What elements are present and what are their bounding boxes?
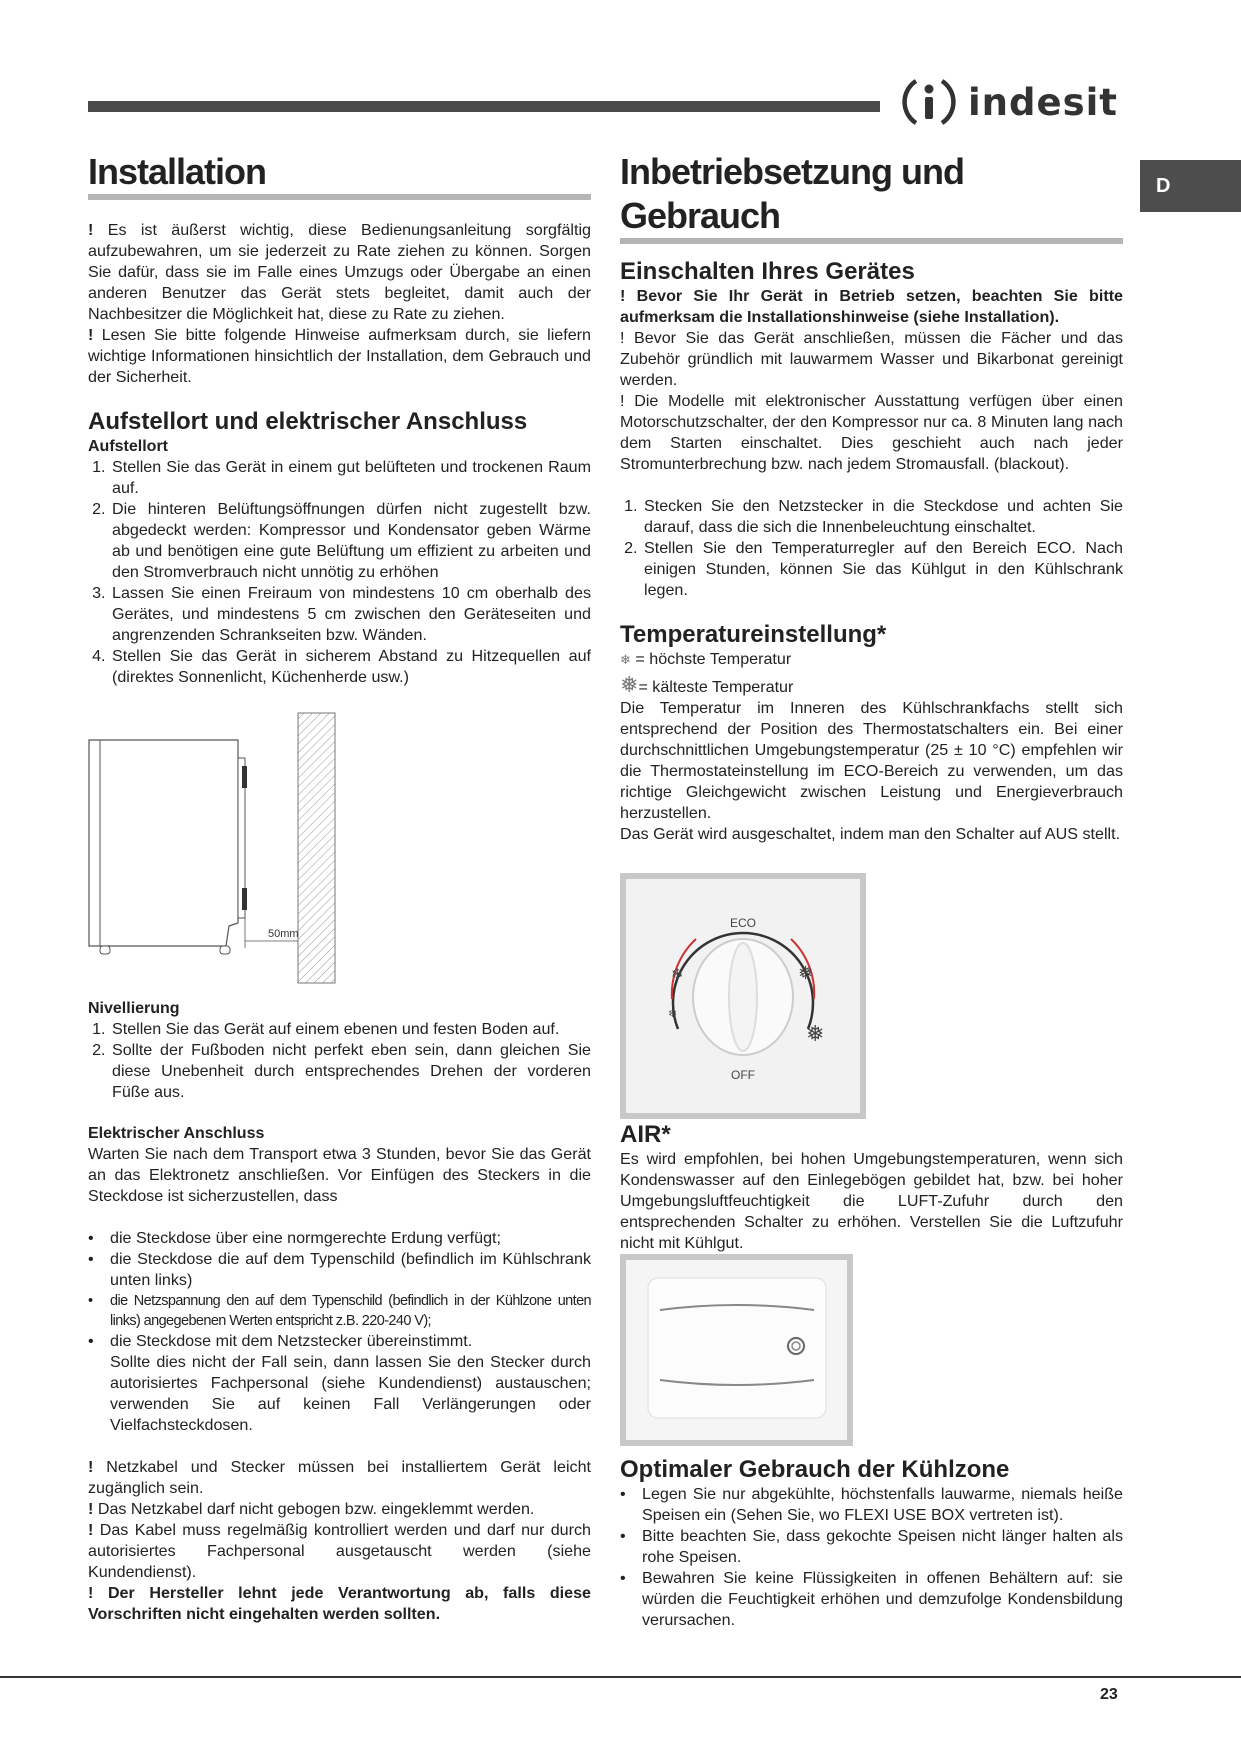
snowflake-icon: ❅ — [806, 1021, 825, 1046]
section-optimaler-gebrauch: Optimaler Gebrauch der Kühlzone — [620, 1456, 1010, 1483]
brand-logo — [900, 72, 1118, 132]
temp-high-legend: ❄ = höchste Temperatur — [620, 650, 792, 668]
language-tab: D — [1140, 160, 1241, 212]
snowflake-small-icon: ❄ — [620, 652, 631, 667]
section-temperatureinstellung: Temperatureinstellung* — [620, 621, 887, 648]
list-item: 4. Stellen Sie das Gerät in sicherem Abstand zu Hitzequellen auf (direktes Sonnenlicht, Küchenherde usw.) — [110, 646, 591, 688]
intro-paragraph-1: ! Es ist äußerst wichtig, diese Bedienungsanleitung sorgfältig aufzubewahren, um sie jederzeit zu Rate ziehen zu können. Sorgen Sie dafür, dass sie im Falle eines Umzugs oder Übergabe an einen anderen Benutzer das Gerät stets begleitet, damit auch der Nachbesitzer die Möglichkeit hat, diese zu Rate zu ziehen. — [88, 221, 591, 323]
list-item: • die Netzspannung den auf dem Typenschild (befindlich in der Kühlzone unten links) angegebenen Werten entspricht z.B. 220-240 V); — [110, 1291, 591, 1331]
air-control-figure — [620, 1254, 853, 1446]
footer-rule — [0, 1676, 1241, 1678]
intro-paragraph-2: ! Lesen Sie bitte folgende Hinweise aufmerksam durch, sie liefern wichtige Informationen hinsichtlich der Installation, dem Gebrauch und der Sicherheit. — [88, 326, 591, 386]
subheading-nivellierung: Nivellierung — [88, 1000, 180, 1017]
cleaning-paragraph: ! Bevor Sie das Gerät anschließen, müssen die Fächer und das Zubehör gründlich mit lauwarmem Wasser und Bikarbonat gereinigt werden. — [620, 329, 1123, 389]
aufstellort-list — [88, 457, 591, 688]
right-column — [620, 150, 1123, 1631]
subheading-elektrischer-anschluss: Elektrischer Anschluss — [88, 1125, 265, 1142]
startup-steps — [620, 496, 1123, 601]
snowflake-icon: ❄ — [671, 966, 684, 983]
section-aufstellort-anschluss: Aufstellort und elektrischer Anschluss — [88, 408, 528, 435]
snowflake-large-icon: ❅ — [620, 672, 639, 697]
warning-2: ! Das Netzkabel darf nicht gebogen bzw. eingeklemmt werden. — [88, 1500, 535, 1518]
list-item-continuation: Sollte dies nicht der Fall sein, dann lassen Sie den Stecker durch autorisiertes Fachpersonal (siehe Kundendienst) austauschen; verwenden Sie auf keinen Fall Verlängerungen oder Vielfachsteckdosen. — [110, 1353, 591, 1434]
air-paragraph: Es wird empfohlen, bei hohen Umgebungstemperaturen, wenn sich Kondenswasser auf den Einlegebögen gebildet hat, bzw. bei hoher Umgebungsluftfeuchtigkeit die LUFT-Zufuhr durch den entsprechenden Schalter zu erhöhen. Verstellen Sie die Luftzufuhr nicht mit Kühlgut. — [620, 1150, 1123, 1252]
list-item: • Bewahren Sie keine Flüssigkeiten in offenen Behältern auf: sie würden die Feuchtigkeit erhöhen und demzufolge Kondensbildung verursachen. — [642, 1568, 1123, 1631]
warning-3: ! Das Kabel muss regelmäßig kontrolliert werden und darf nur durch autorisiertes Fachpersonal ausgetauscht werden (siehe Kundendienst). — [88, 1521, 591, 1581]
list-item: 2. Stellen Sie den Temperaturregler auf den Bereich ECO. Nach einigen Stunden, können Sie das Kühlgut in den Kühlschrank legen. — [642, 538, 1123, 601]
switch-off-paragraph: Das Gerät wird ausgeschaltet, indem man den Schalter auf AUS stellt. — [620, 825, 1121, 843]
snowflake-icon: ❄ — [668, 1008, 678, 1020]
list-item: • die Steckdose mit dem Netzstecker übereinstimmt. Sollte dies nicht der Fall sein, dann lassen Sie den Stecker durch autorisiertes Fachpersonal (siehe Kundendienst) austauschen; verwenden Sie auf keinen Fall Verlängerungen oder Vielfachsteckdosen. — [110, 1331, 591, 1436]
installation-title: Installation — [88, 150, 591, 200]
list-item: 2. Sollte der Fußboden nicht perfekt eben sein, dann gleichen Sie diese Unebenheit durch entsprechendes Drehen der vorderen Füße aus. — [110, 1040, 591, 1103]
section-einschalten: Einschalten Ihres Gerätes — [620, 258, 915, 285]
list-item: • Bitte beachten Sie, dass gekochte Speisen nicht länger halten als rohe Speisen. — [642, 1526, 1123, 1568]
motor-protection-paragraph: ! Die Modelle mit elektronischer Ausstattung verfügen über einen Motorschutzschalter, der den Kompressor nur ca. 8 Minuten lang nach dem Starten einschaltet. Dies geschieht auch nach jeder Stromunterbrechung bzw. nach jedem Stromausfall. (blackout). — [620, 392, 1123, 473]
list-item: 3. Lassen Sie einen Freiraum von mindestens 10 cm oberhalb des Gerätes, und mindestens 5 cm zwischen den Geräteseiten und angrenzenden Schrankseiten bzw. Wänden. — [110, 583, 591, 646]
left-column — [88, 150, 591, 1625]
warning-1: ! Netzkabel und Stecker müssen bei installiertem Gerät leicht zugänglich sein. — [88, 1458, 591, 1497]
list-item: • die Steckdose über eine normgerechte Erdung verfügt; — [110, 1228, 591, 1249]
clearance-label: 50mm — [268, 928, 299, 940]
subheading-aufstellort: Aufstellort — [88, 438, 168, 455]
indesit-logo-icon — [900, 73, 958, 131]
thermostat-dial-figure — [620, 873, 866, 1119]
list-item: • Legen Sie nur abgekühlte, höchstenfalls lauwarme, niemals heiße Speisen ein (Sehen Sie, wo FLEXI USE BOX vertreten ist). — [642, 1484, 1123, 1526]
list-item: • die Steckdose die auf dem Typenschild (befindlich im Kühlschrank unten links) — [110, 1249, 591, 1291]
elektrisch-checklist — [88, 1228, 591, 1436]
manufacturer-disclaimer: ! Der Hersteller lehnt jede Verantwortung ab, falls diese Vorschriften nicht eingehalten werden sollten. — [88, 1584, 591, 1623]
temperature-paragraph: Die Temperatur im Inneren des Kühlschrankfachs stellt sich entsprechend der Position des Thermostatschalters ein. Bei einer durchschnittlichen Umgebungstemperatur (25 ± 10 °C) empfehlen wir die Thermostateinstellung im ECO-Bereich zu verwenden, um das richtige Gleichgewicht zwischen Leistung und Energieverbrauch herzustellen. — [620, 699, 1123, 822]
list-item: 1. Stellen Sie das Gerät in einem gut belüfteten und trockenen Raum auf. — [110, 457, 591, 499]
page-number: 23 — [1100, 1686, 1118, 1703]
nivellierung-list — [88, 1019, 591, 1103]
bold-install-warning: ! Bevor Sie Ihr Gerät in Betrieb setzen, beachten Sie bitte aufmerksam die Installationshinweise (siehe Installation). — [620, 287, 1123, 326]
list-item: 1. Stellen Sie das Gerät auf einem ebenen und festen Boden auf. — [110, 1019, 591, 1040]
dial-off-label: OFF — [731, 1068, 755, 1082]
temp-low-legend: ❅= kälteste Temperatur — [620, 672, 794, 697]
list-item: 2. Die hinteren Belüftungsöffnungen dürfen nicht zugestellt bzw. abgedeckt werden: Kompressor und Kondensator geben Wärme ab und benötigen eine gute Belüftung um effizient zu arbeiten und den Stromverbrauch nicht unnötig zu erhöhen — [110, 499, 591, 583]
header-rule — [88, 101, 880, 112]
snowflake-icon: ❅ — [798, 963, 814, 983]
brand-name: indesit — [968, 80, 1118, 124]
usage-list — [620, 1484, 1123, 1631]
section-air: AIR* — [620, 1121, 671, 1148]
elektrisch-paragraph: Warten Sie nach dem Transport etwa 3 Stunden, bevor Sie das Gerät an das Elektronetz anschließen. Vor Einfügen des Steckers in die Steckdose ist sicherzustellen, dass — [88, 1145, 591, 1205]
fridge-wall-clearance-figure — [88, 708, 591, 998]
dial-eco-label: ECO — [729, 916, 757, 930]
list-item: 1. Stecken Sie den Netzstecker in die Steckdose und achten Sie darauf, dass die sich die Innenbeleuchtung einschaltet. — [642, 496, 1123, 538]
inbetriebsetzung-title: Inbetriebsetzung und Gebrauch — [620, 150, 1123, 244]
installation-diagram — [88, 708, 591, 998]
